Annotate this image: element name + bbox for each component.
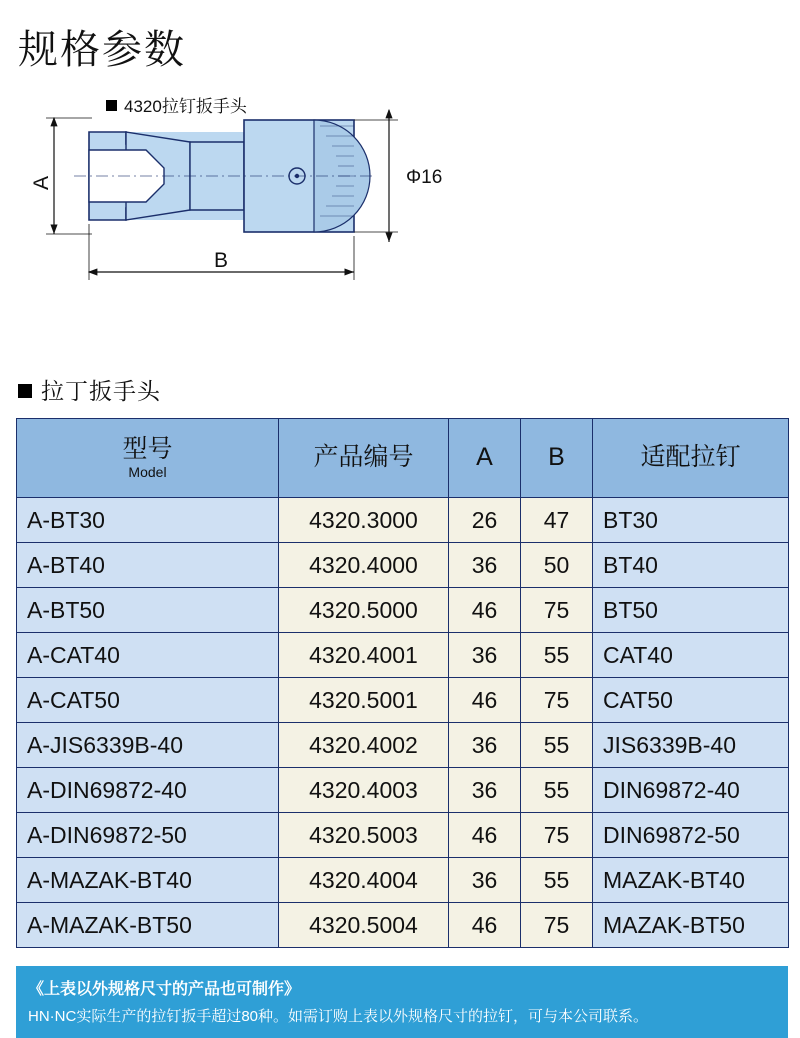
cell-a: 36 xyxy=(449,858,521,903)
cell-b: 75 xyxy=(521,678,593,723)
cell-part-number: 4320.4000 xyxy=(279,543,449,588)
svg-text:A: A xyxy=(30,175,53,191)
cell-a: 36 xyxy=(449,768,521,813)
cell-a: 46 xyxy=(449,678,521,723)
col-header-model-label: 型号 xyxy=(122,434,173,463)
cell-b: 55 xyxy=(521,633,593,678)
cell-fit: DIN69872-50 xyxy=(593,813,789,858)
cell-fit: CAT40 xyxy=(593,633,789,678)
cell-fit: BT40 xyxy=(593,543,789,588)
cell-a: 26 xyxy=(449,498,521,543)
cell-model: A-DIN69872-40 xyxy=(17,768,279,813)
wrench-head-drawing xyxy=(14,90,574,365)
table-row xyxy=(17,858,789,903)
cell-fit: CAT50 xyxy=(593,678,789,723)
table-row xyxy=(17,813,789,858)
table-row xyxy=(17,723,789,768)
cell-fit: DIN69872-40 xyxy=(593,768,789,813)
square-bullet-icon xyxy=(18,384,32,398)
diagram-caption-label: 4320拉钉扳手头 xyxy=(124,97,247,116)
cell-fit: BT30 xyxy=(593,498,789,543)
section-heading xyxy=(18,373,786,406)
col-header-model-sub: Model xyxy=(128,464,167,481)
table-body xyxy=(17,498,789,948)
cell-b: 75 xyxy=(521,588,593,633)
cell-a: 36 xyxy=(449,543,521,588)
cell-model: A-MAZAK-BT40 xyxy=(17,858,279,903)
cell-b: 55 xyxy=(521,858,593,903)
col-header-b: B xyxy=(521,419,593,498)
cell-a: 36 xyxy=(449,633,521,678)
cell-fit: MAZAK-BT40 xyxy=(593,858,789,903)
footer-note-title: 《上表以外规格尺寸的产品也可制作》 xyxy=(28,981,301,998)
page-title: 规格参数 xyxy=(18,28,186,72)
cell-b: 55 xyxy=(521,723,593,768)
cell-part-number: 4320.5000 xyxy=(279,588,449,633)
table-row xyxy=(17,588,789,633)
cell-fit: JIS6339B-40 xyxy=(593,723,789,768)
cell-part-number: 4320.5003 xyxy=(279,813,449,858)
cell-a: 46 xyxy=(449,588,521,633)
cell-part-number: 4320.4002 xyxy=(279,723,449,768)
cell-b: 75 xyxy=(521,813,593,858)
cell-fit: MAZAK-BT50 xyxy=(593,903,789,948)
cell-model: A-BT30 xyxy=(17,498,279,543)
cell-fit: BT50 xyxy=(593,588,789,633)
cell-model: A-CAT40 xyxy=(17,633,279,678)
cell-b: 50 xyxy=(521,543,593,588)
table-header xyxy=(17,419,789,498)
cell-a: 36 xyxy=(449,723,521,768)
cell-a: 46 xyxy=(449,903,521,948)
section-heading-label: 拉丁扳手头 xyxy=(41,378,161,404)
wrench-body-shape xyxy=(74,120,374,232)
table-row xyxy=(17,903,789,948)
svg-text:B: B xyxy=(213,249,229,272)
col-header-part-number: 产品编号 xyxy=(279,419,449,498)
table-row xyxy=(17,768,789,813)
cell-b: 47 xyxy=(521,498,593,543)
col-header-model xyxy=(17,419,279,498)
diameter-label: Φ16 xyxy=(406,167,443,188)
table-row xyxy=(17,678,789,723)
col-header-fit: 适配拉钉 xyxy=(593,419,789,498)
cell-model: A-JIS6339B-40 xyxy=(17,723,279,768)
cell-model: A-BT40 xyxy=(17,543,279,588)
col-header-a: A xyxy=(449,419,521,498)
cell-model: A-BT50 xyxy=(17,588,279,633)
cell-part-number: 4320.4001 xyxy=(279,633,449,678)
cell-part-number: 4320.4004 xyxy=(279,858,449,903)
product-diagram xyxy=(14,90,786,365)
cell-part-number: 4320.3000 xyxy=(279,498,449,543)
table-row xyxy=(17,633,789,678)
table-row xyxy=(17,543,789,588)
cell-part-number: 4320.5004 xyxy=(279,903,449,948)
cell-part-number: 4320.4003 xyxy=(279,768,449,813)
footer-note-body: HN·NC实际生产的拉钉扳手超过80种。如需订购上表以外规格尺寸的拉钉，可与本公司联系。 xyxy=(28,1008,649,1025)
spec-table xyxy=(16,418,789,948)
table-row xyxy=(17,498,789,543)
cell-a: 46 xyxy=(449,813,521,858)
footer-note xyxy=(16,966,788,1038)
cell-b: 75 xyxy=(521,903,593,948)
cell-model: A-CAT50 xyxy=(17,678,279,723)
cell-part-number: 4320.5001 xyxy=(279,678,449,723)
cell-model: A-DIN69872-50 xyxy=(17,813,279,858)
table-header-row xyxy=(17,419,789,498)
cell-model: A-MAZAK-BT50 xyxy=(17,903,279,948)
cell-b: 55 xyxy=(521,768,593,813)
